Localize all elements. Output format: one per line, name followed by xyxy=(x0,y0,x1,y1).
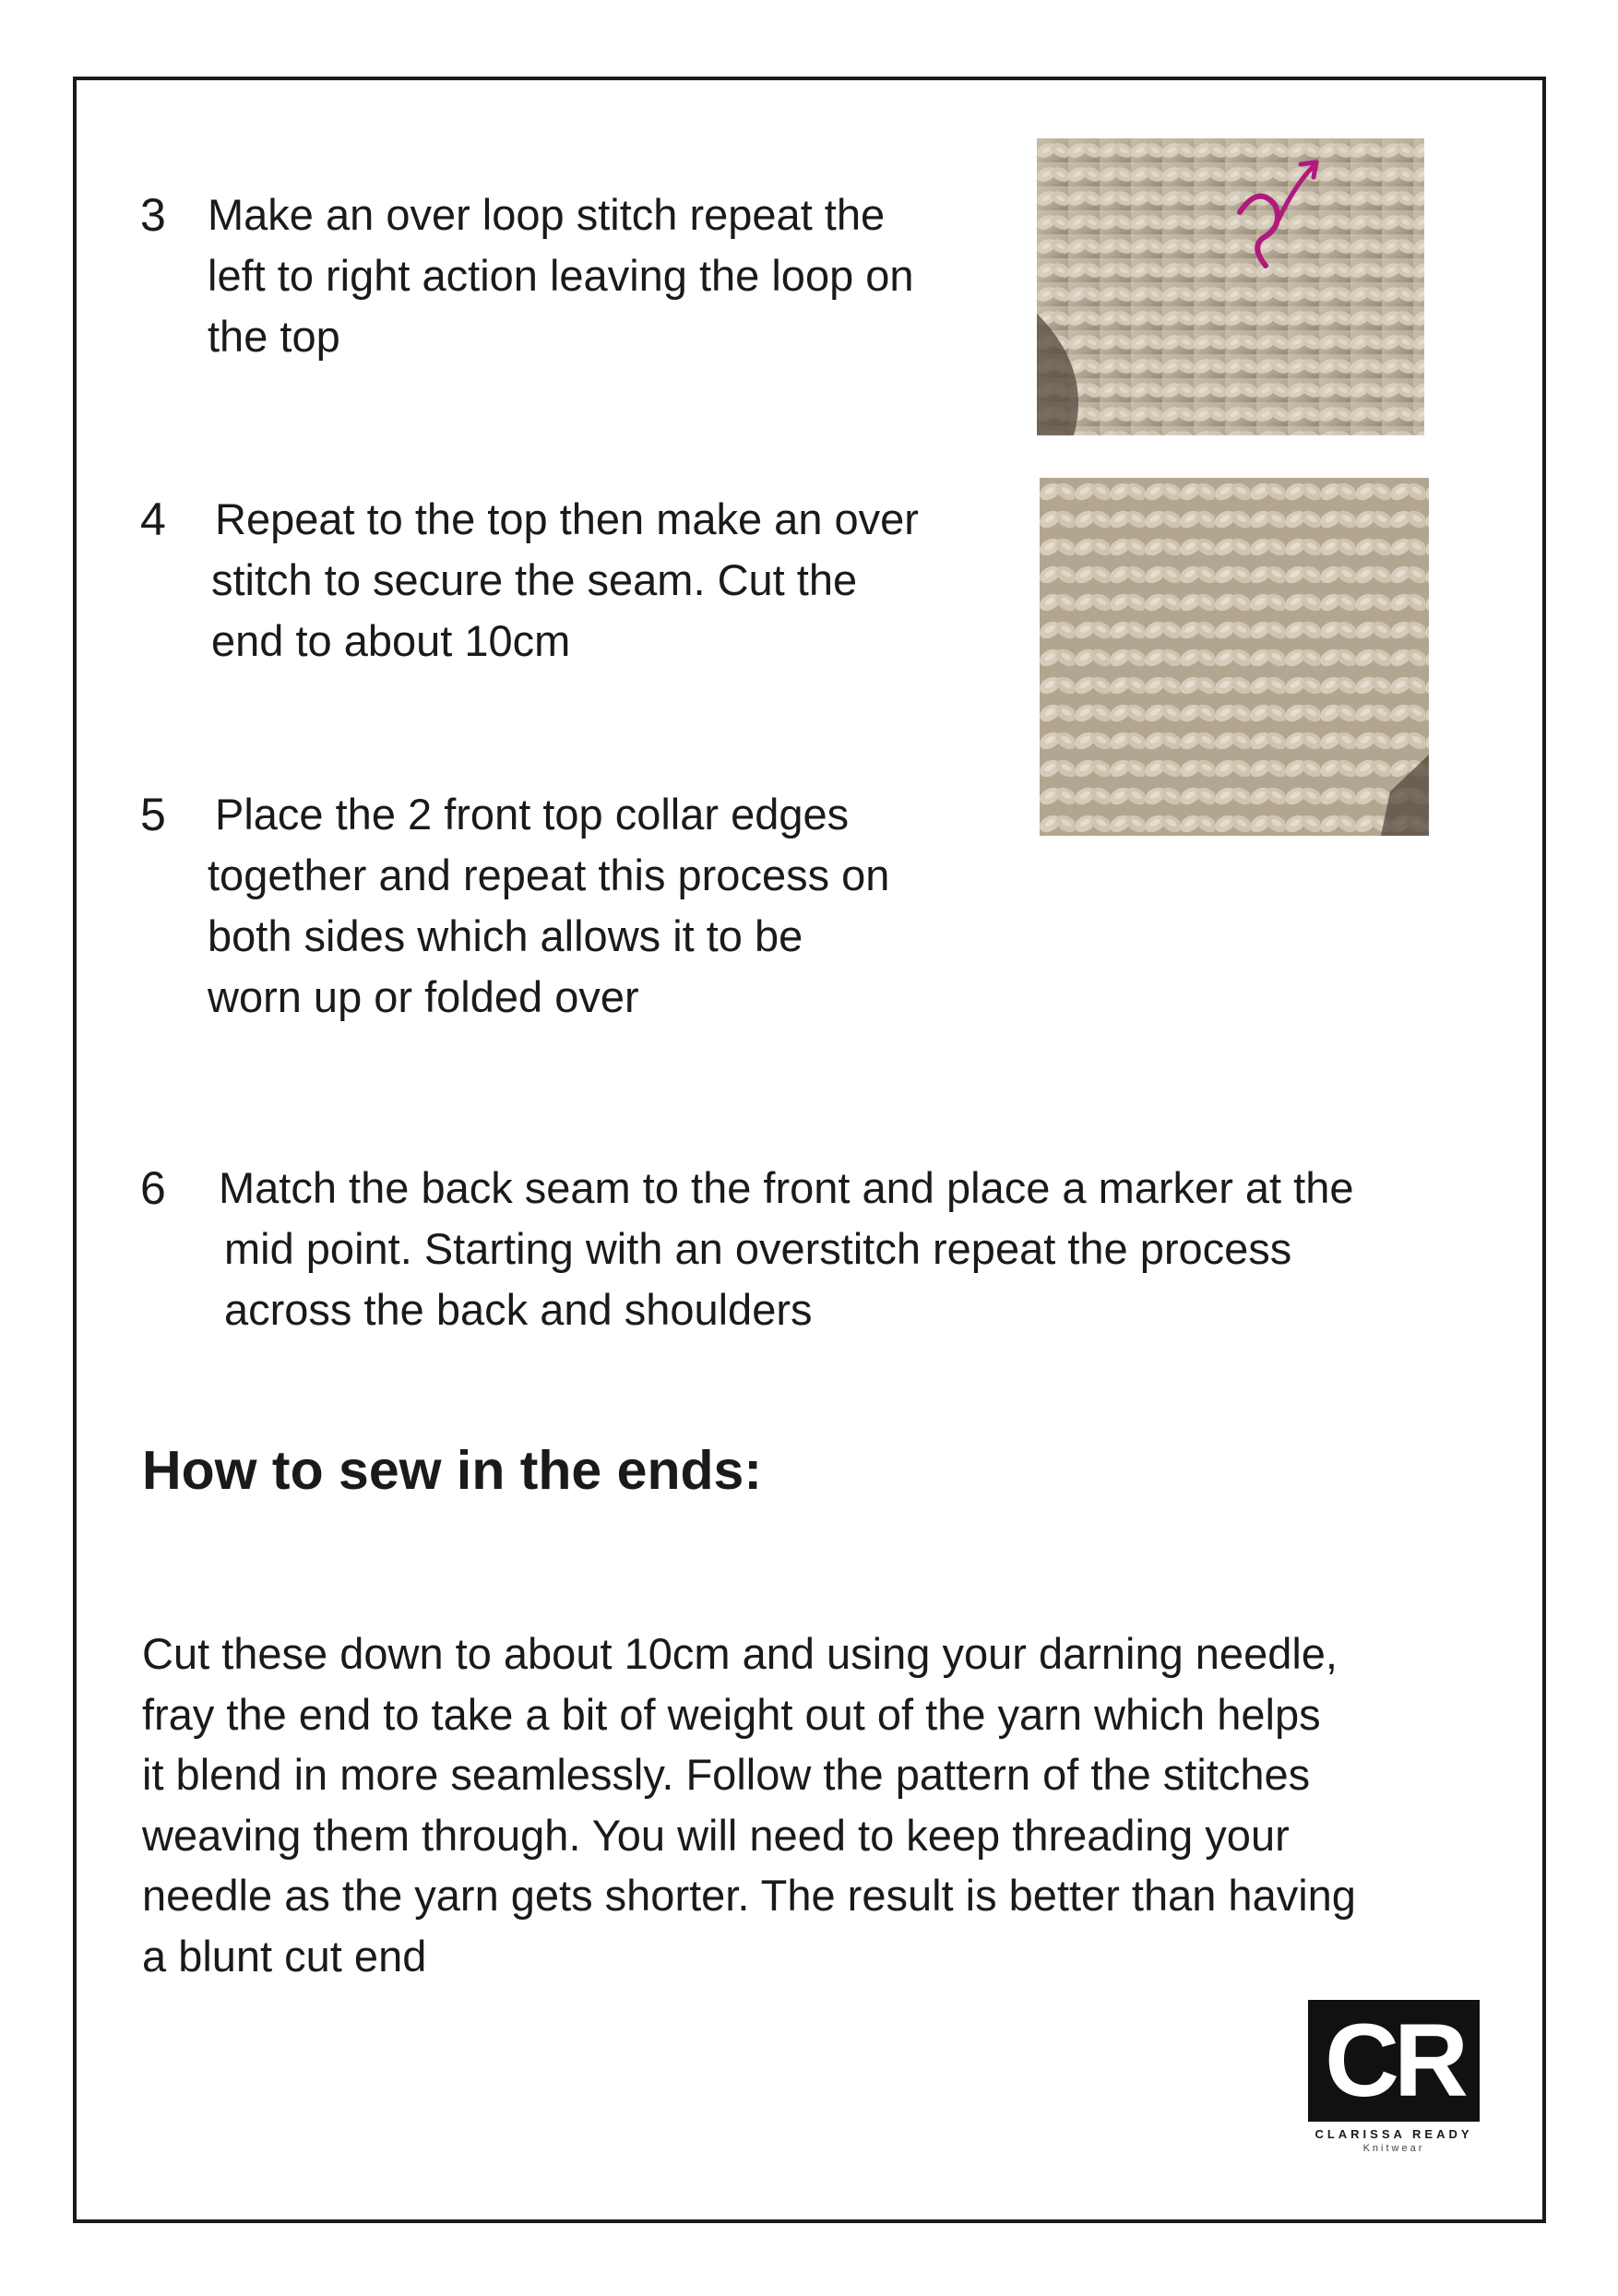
step-line: together and repeat this process on xyxy=(208,851,890,899)
knit-texture-photo xyxy=(1040,478,1429,836)
brand-logo xyxy=(1308,2000,1480,2154)
step-line: stitch to secure the seam. Cut the xyxy=(211,555,858,604)
logo-mark: CR xyxy=(1308,2000,1480,2122)
paragraph-line: Cut these down to about 10cm and using your darning needle, xyxy=(142,1629,1338,1678)
paragraph-line: it blend in more seamlessly. Follow the pattern of the stitches xyxy=(142,1750,1311,1799)
step-line: across the back and shoulders xyxy=(224,1285,813,1334)
step-number: 4 xyxy=(140,494,166,545)
logo-name: CLARISSA READY xyxy=(1315,2127,1473,2141)
step-line: left to right action leaving the loop on xyxy=(208,251,914,300)
step-line: Make an over loop stitch repeat the xyxy=(208,190,886,239)
paragraph-line: a blunt cut end xyxy=(142,1931,427,1981)
section-heading: How to sew in the ends: xyxy=(142,1440,762,1501)
step-line: mid point. Starting with an overstitch repeat the process xyxy=(224,1224,1292,1273)
step-line: end to about 10cm xyxy=(211,616,571,665)
step-number: 5 xyxy=(140,789,166,840)
step-line: Match the back seam to the front and place a marker at the xyxy=(219,1163,1354,1212)
step-line: the top xyxy=(208,312,340,361)
paragraph-line: needle as the yarn gets shorter. The result is better than having xyxy=(142,1871,1356,1920)
step-4 xyxy=(140,489,1017,683)
paragraph-line: fray the end to take a bit of weight out of the yarn which helps xyxy=(142,1689,1321,1739)
step-3 xyxy=(140,184,1017,378)
step-number: 3 xyxy=(140,189,166,241)
paragraph-line: weaving them through. You will need to keep threading your xyxy=(142,1810,1290,1860)
step-6 xyxy=(140,1158,1478,1351)
knit-seam-photo xyxy=(1037,138,1424,435)
logo-subtitle: Knitwear xyxy=(1362,2143,1425,2154)
section-paragraph xyxy=(142,1624,1470,1986)
step-line: both sides which allows it to be xyxy=(208,911,803,960)
step-number: 6 xyxy=(140,1162,166,1214)
step-5 xyxy=(140,784,1017,1042)
step-line: Repeat to the top then make an over xyxy=(215,494,919,543)
step-line: worn up or folded over xyxy=(208,972,639,1021)
step-line: Place the 2 front top collar edges xyxy=(215,790,850,839)
